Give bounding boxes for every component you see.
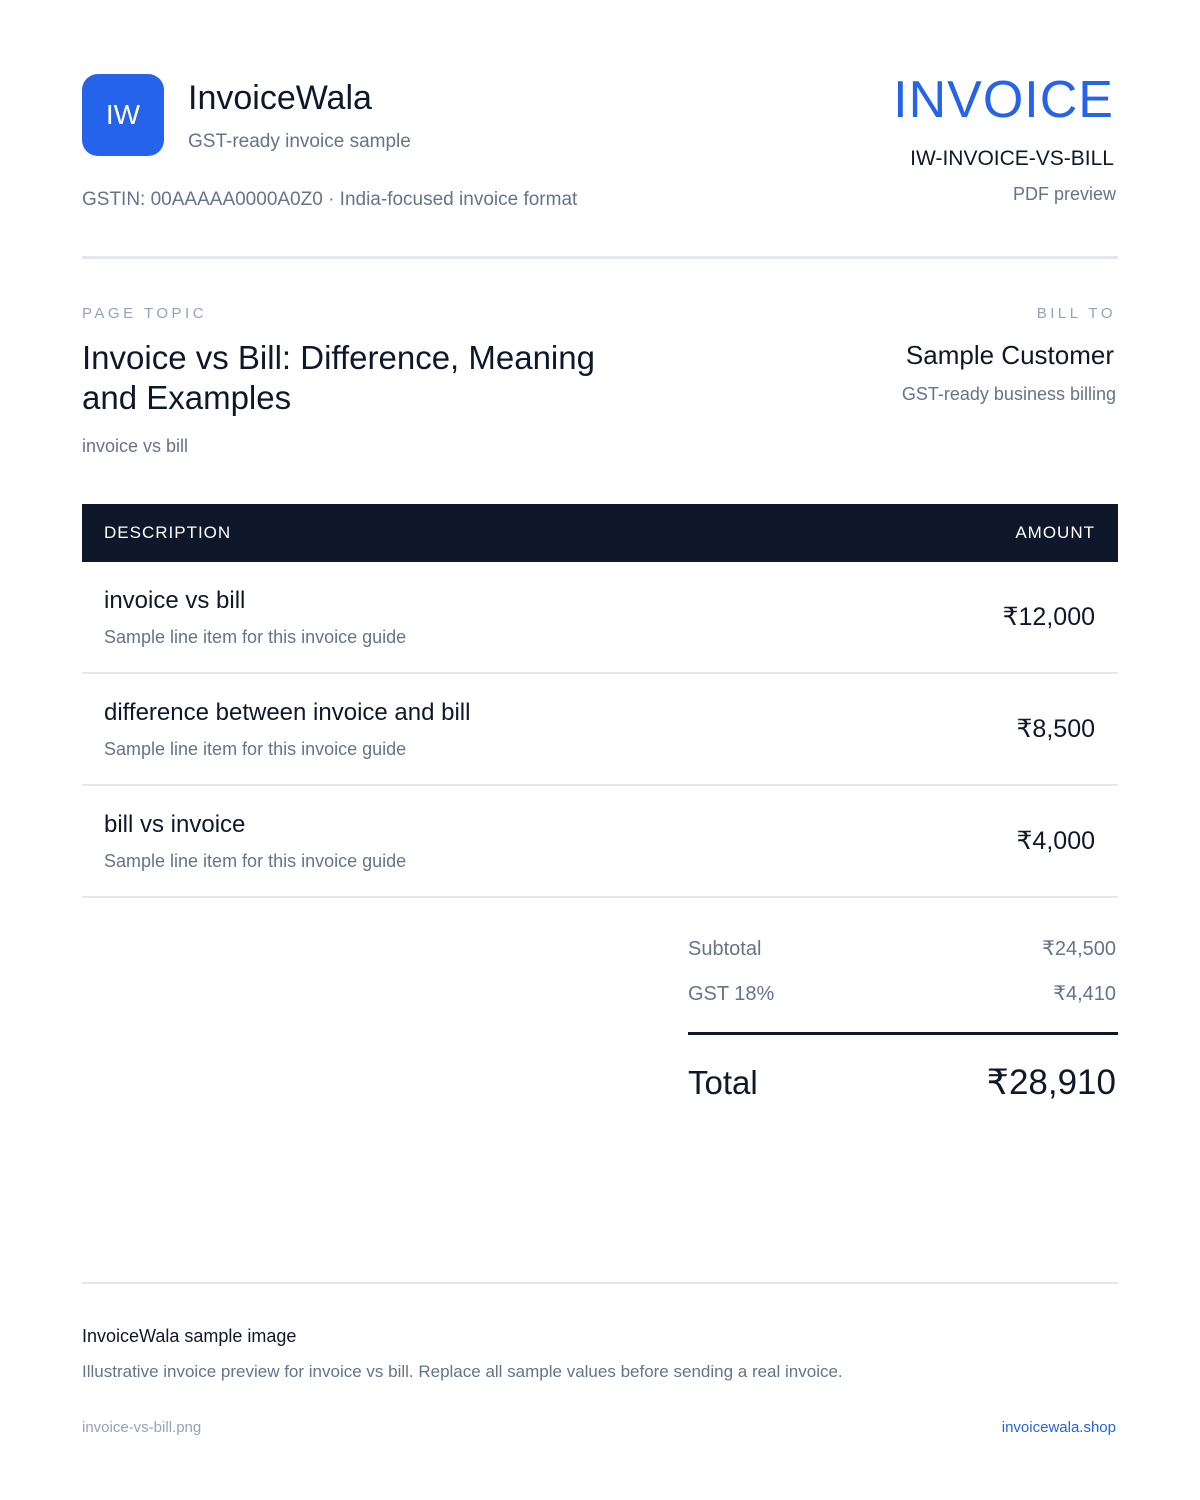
subtotal-label: Subtotal [688,938,762,960]
brand-logo [82,74,164,156]
line-item-title: bill vs invoice [104,811,246,838]
bill-to-label: BILL TO [1036,305,1116,322]
subtotal-row [688,932,1118,977]
line-item-subtitle: Sample line item for this invoice guide [104,627,407,647]
column-header-description: DESCRIPTION [104,523,232,542]
brand-name: InvoiceWala [188,79,372,117]
page-topic-label: PAGE TOPIC [82,305,208,322]
table-row [82,674,1118,786]
totals-divider [688,1032,1118,1035]
footer-divider [82,1282,1118,1284]
topic-keyword: invoice vs bill [82,436,189,456]
logo-initials: IW [105,99,141,130]
total-value: ₹28,910 [986,1063,1116,1102]
footer-title: InvoiceWala sample image [82,1326,297,1346]
table-row [82,786,1118,898]
column-header-amount: AMOUNT [1015,523,1095,542]
subtotal-value: ₹24,500 [1042,938,1116,960]
header-divider [82,256,1118,259]
line-item-title: invoice vs bill [104,587,246,614]
gst-row [688,977,1118,1022]
line-item-subtitle: Sample line item for this invoice guide [104,739,407,759]
document-heading: INVOICE [893,71,1114,129]
customer-name: Sample Customer [905,340,1114,370]
line-item-amount: ₹12,000 [1002,603,1095,631]
footer-note: Illustrative invoice preview for invoice vs bill. Replace all sample values before sending a real invoice. [82,1362,843,1381]
line-item-subtitle: Sample line item for this invoice guide [104,851,407,871]
line-item-amount: ₹8,500 [1016,715,1095,743]
line-item-title: difference between invoice and bill [104,699,471,726]
pdf-preview-label: PDF preview [1012,184,1116,204]
totals-block [688,932,1118,1130]
line-item-amount: ₹4,000 [1016,827,1095,855]
table-header [82,504,1118,562]
customer-subtitle: GST-ready business billing [901,384,1116,404]
invoice-page [82,0,1118,1500]
invoice-number: IW-INVOICE-VS-BILL [910,147,1114,170]
footer-file-name: invoice-vs-bill.png [82,1419,202,1436]
total-row [688,1060,1118,1130]
total-label: Total [688,1064,758,1101]
gstin-line: GSTIN: 00AAAAA0000A0Z0 · India-focused invoice format [82,189,578,210]
items-table [82,504,1118,898]
footer-site-link[interactable]: invoicewala.shop [1001,1419,1116,1436]
gst-value: ₹4,410 [1053,983,1116,1005]
brand-tagline: GST-ready invoice sample [188,131,411,152]
table-row [82,562,1118,674]
gst-label: GST 18% [688,983,775,1005]
page-title: Invoice vs Bill: Difference, Meaning and Examples [82,339,595,416]
